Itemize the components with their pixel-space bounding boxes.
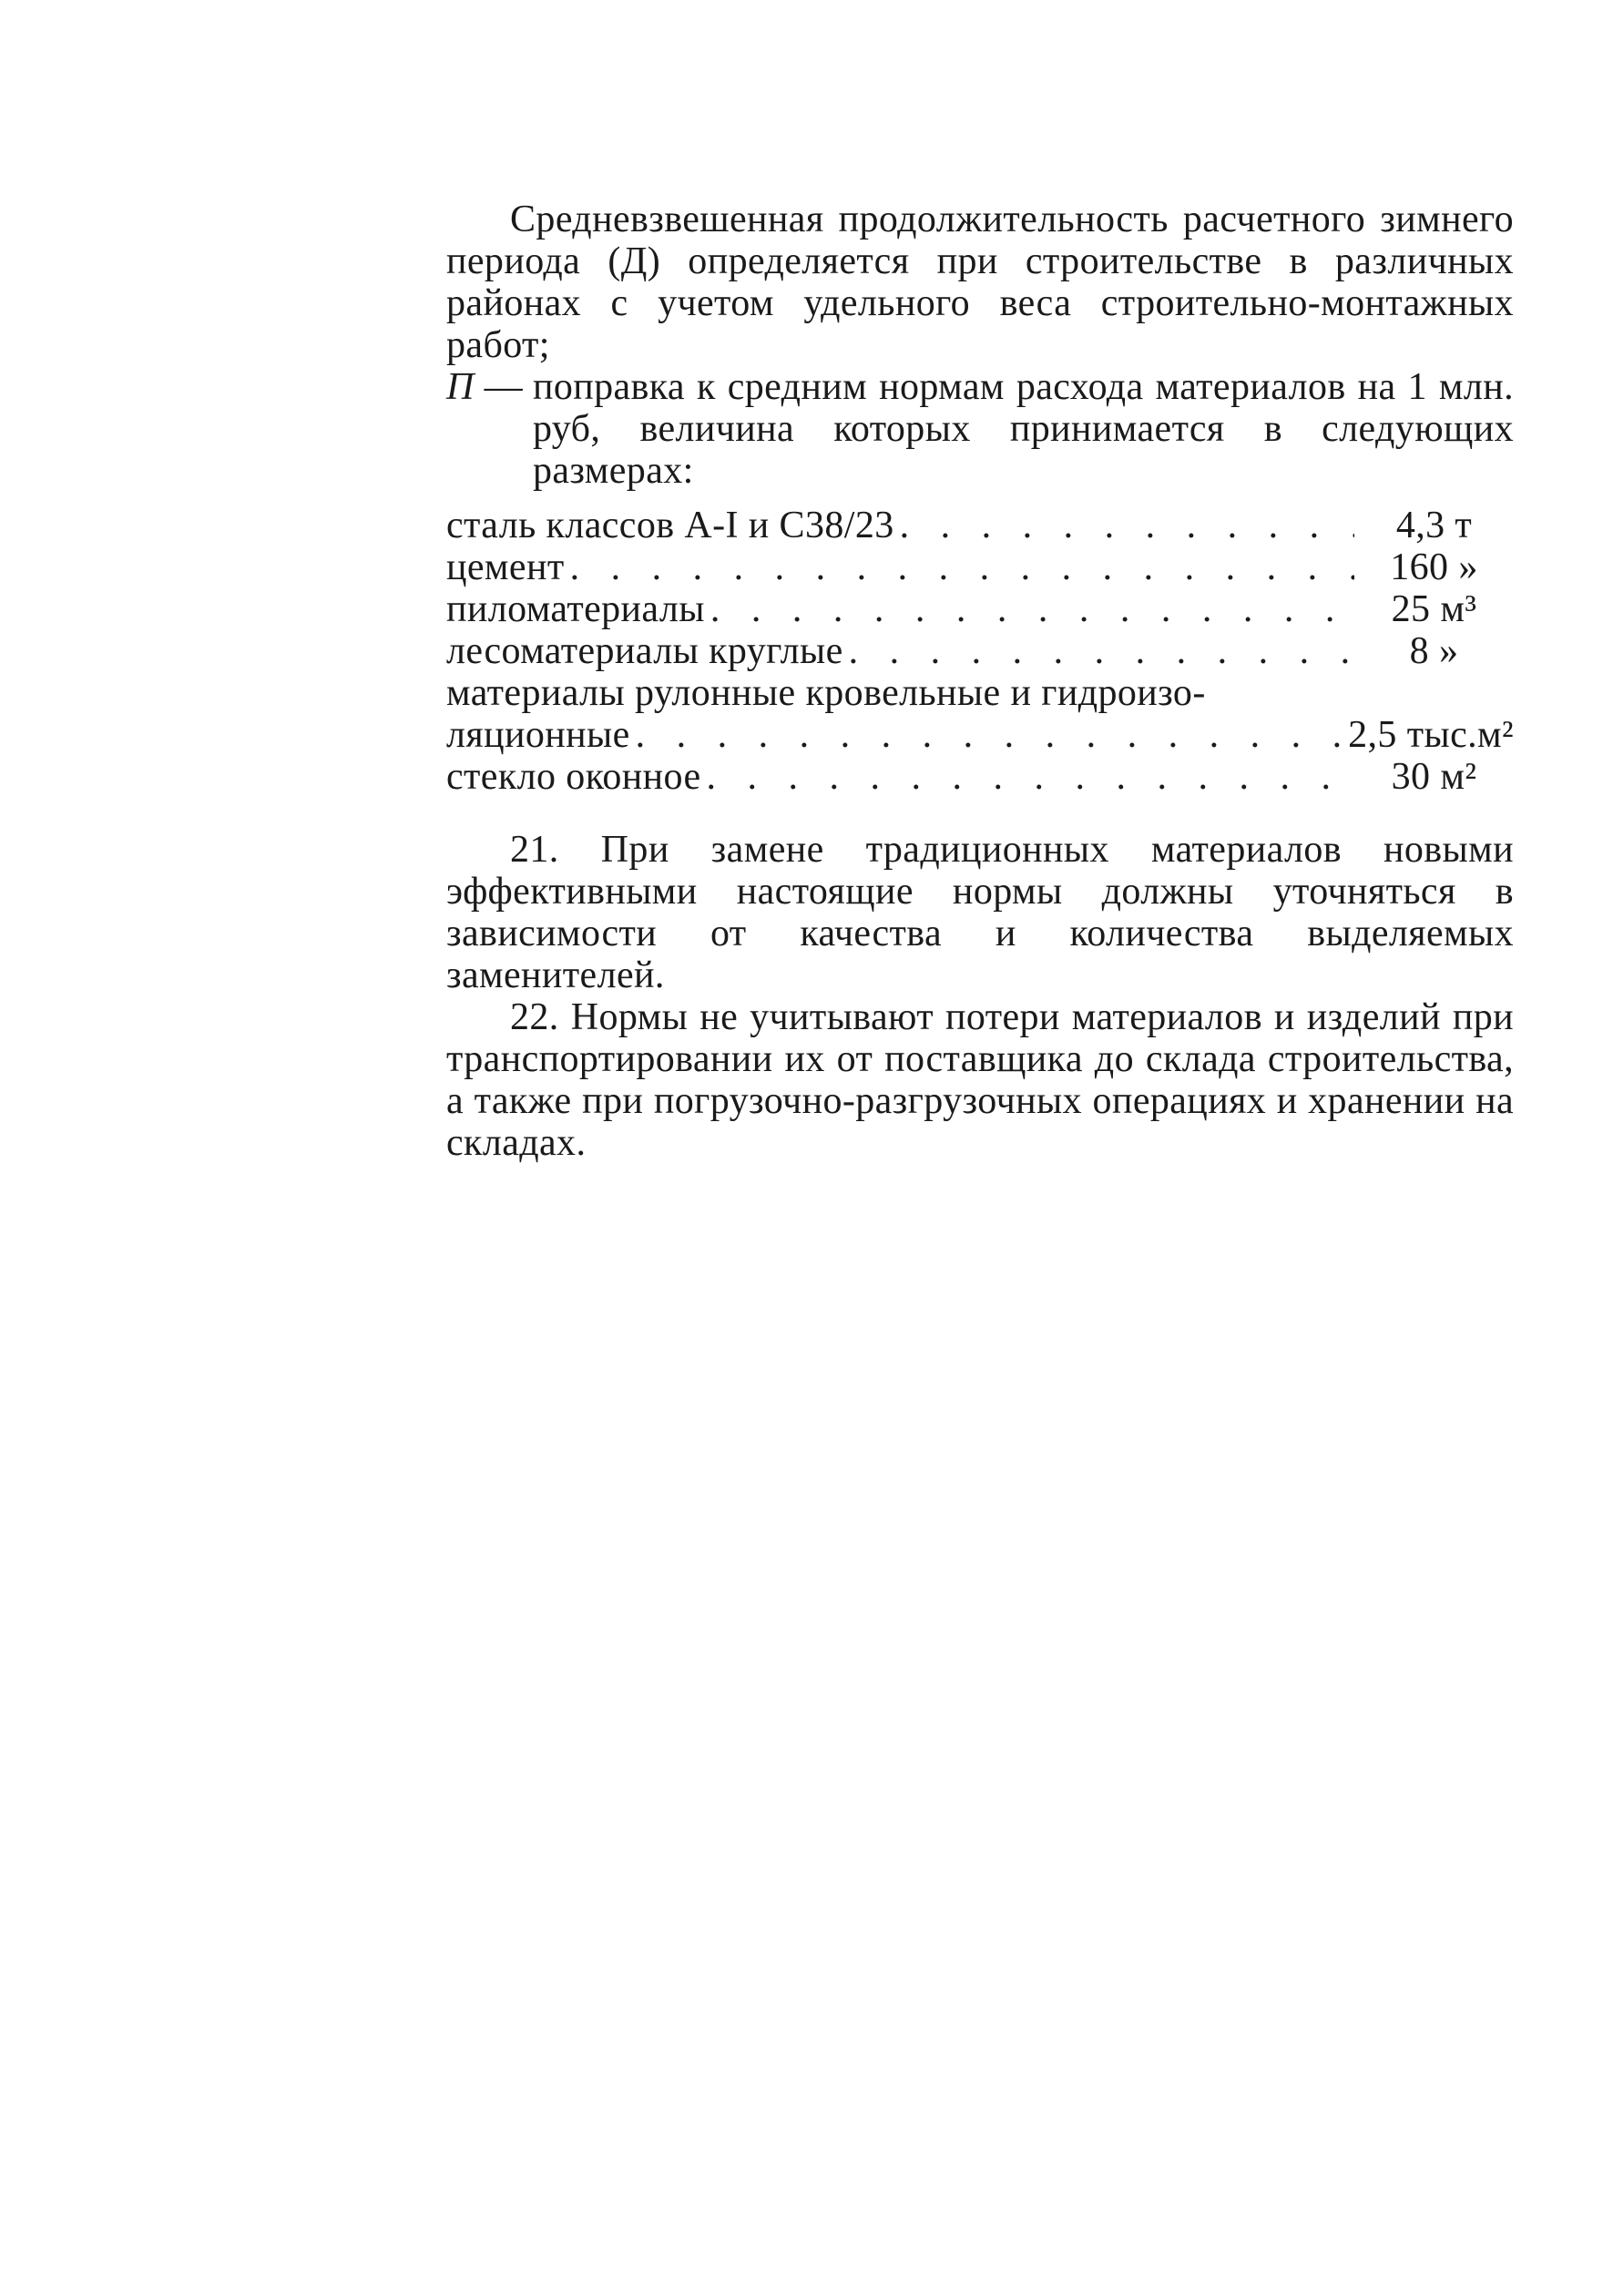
intro-paragraph: Средневзвешенная продолжительность расчетного зимнего периода (Д) определяется при строительстве в различных районах с учетом удельного веса строительно-монтажных работ; <box>446 199 1514 366</box>
material-name: сталь классов A-I и С38/23 <box>446 505 894 546</box>
clause-21 <box>446 829 1514 996</box>
material-value: 25 м³ <box>1391 588 1477 630</box>
material-row <box>446 714 1514 756</box>
material-row <box>446 505 1514 546</box>
material-value: 2,5 тыс.м² <box>1348 714 1514 756</box>
correction-symbol: П <box>446 366 475 408</box>
material-row <box>446 546 1514 588</box>
correction-dash: — <box>474 366 533 408</box>
material-value: 160 » <box>1390 546 1478 588</box>
leader-dots <box>700 756 1354 798</box>
leader-dots <box>843 630 1354 672</box>
clause-text: При замене традиционных материалов новыми эффективными настоящие нормы должны уточняться в зависимости от качества и количества выделяемых заменителей. <box>446 829 1514 996</box>
material-name: лесоматериалы круглые <box>446 630 843 672</box>
text-block <box>446 199 1514 1164</box>
leader-dots <box>705 588 1354 630</box>
material-name-line1: материалы рулонные кровельные и гидроизо- <box>446 672 1206 714</box>
leader-dots <box>630 714 1348 756</box>
material-name: стекло оконное <box>446 756 701 798</box>
clause-number: 21. <box>510 829 559 871</box>
material-name: пиломатериалы <box>446 588 705 630</box>
material-value: 8 » <box>1409 630 1459 672</box>
clause-number: 22. <box>510 996 559 1038</box>
material-value: 4,3 т <box>1395 505 1473 546</box>
clause-22 <box>446 996 1514 1164</box>
correction-definition <box>446 366 1514 492</box>
materials-list <box>446 505 1514 798</box>
leader-dots <box>894 505 1354 546</box>
material-row <box>446 630 1514 672</box>
material-row <box>446 756 1514 798</box>
clause-text: Нормы не учитывают потери материалов и изделий при транспортировании их от поставщика до склада строительства, а также при погрузочно-разгрузочных операциях и хранении на складах. <box>446 996 1514 1164</box>
material-row <box>446 588 1514 630</box>
correction-text: поправка к средним нормам расхода материалов на 1 млн. руб, величина которых принимается в следующих размерах: <box>532 366 1514 492</box>
material-value: 30 м² <box>1391 756 1477 798</box>
material-name: ляционные <box>446 714 630 756</box>
material-name: цемент <box>446 546 565 588</box>
leader-dots <box>565 546 1354 588</box>
